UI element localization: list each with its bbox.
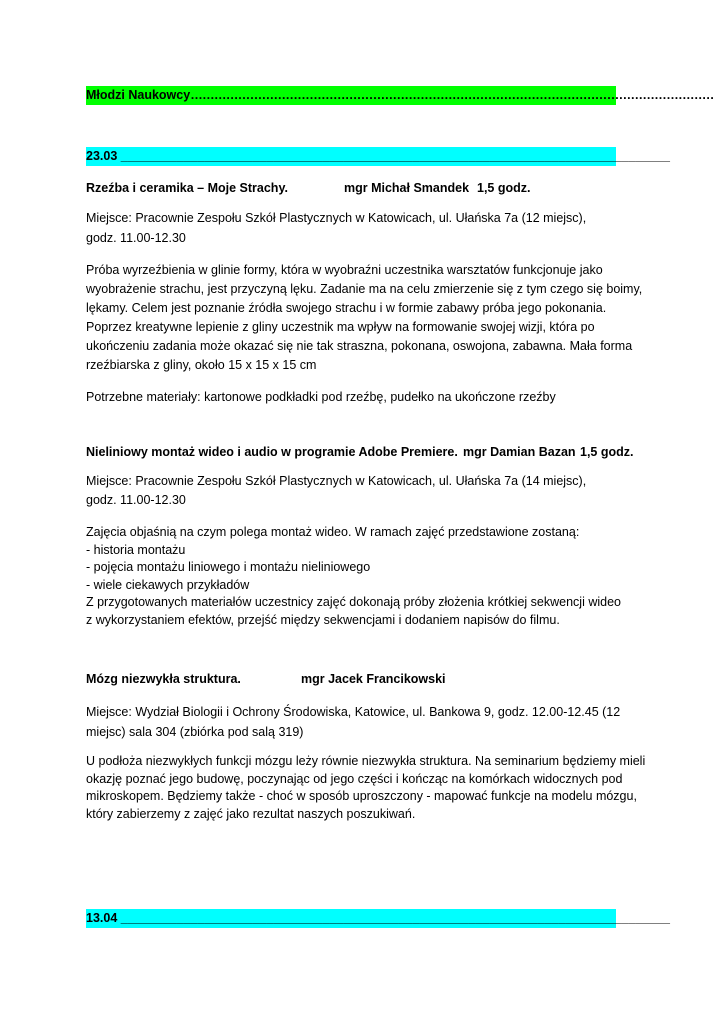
event-2-duration-row	[580, 443, 633, 462]
event-1-desc-line: rzeźbiarska z gliny, około 15 x 15 x 15 cm	[86, 358, 317, 372]
event-2-heading	[86, 443, 458, 462]
event-1-desc-line: Próba wyrzeźbienia w glinie formy, która w wyobraźni uczestnika warsztatów funkcjonuje jako	[86, 263, 603, 277]
event-1-title: Rzeźba i ceramika – Moje Strachy.	[86, 181, 288, 195]
date-heading-2	[86, 909, 670, 928]
event-1-desc-line: Poprzez kreatywne lepienie z gliny uczestnik ma wpływ na formowanie swojej wizji, która po	[86, 320, 595, 334]
event-3-desc-line: okazję poznać jego budowę, poczynając od jego części i kończąc na komórkach widocznych pod	[86, 771, 623, 786]
event-1-desc-line: lękamy. Celem jest poznanie źródła swojego strachu i w formie zabawy próba jego pokonania.	[86, 301, 607, 315]
event-2-description	[86, 524, 621, 629]
event-2-desc-line: - pojęcia montażu liniowego i montażu nieliniowego	[86, 560, 371, 574]
date-heading-1	[86, 147, 670, 166]
event-1-heading	[86, 179, 288, 198]
event-1-desc-line: wyobrażenie strachu, jest przyczyną lęku. Zadanie ma na celu zmierzenie się z tym czego się boimy,	[86, 282, 643, 296]
event-1-description	[86, 261, 646, 375]
event-1-materials: Potrzebne materiały: kartonowe podkładki pod rzeźbę, pudełko na ukończone rzeźby	[86, 390, 556, 404]
event-1-duration: 1,5 godz.	[477, 181, 531, 195]
event-3-desc-line: U podłoża niezwykłych funkcji mózgu leży równie niezwykła struktura. Na seminarium będziemy mieli	[86, 754, 646, 768]
event-2-place: Miejsce: Pracownie Zespołu Szkół Plastycznych w Katowicach, ul. Ułańska 7a (14 miejsc),	[86, 474, 587, 488]
event-3-heading	[86, 670, 241, 689]
date-rule-2: _______________________________________________________________________________	[120, 911, 670, 925]
event-3-description	[86, 753, 645, 823]
section-title-fill: ……………………………………………………………………………………………………………………	[190, 88, 714, 102]
event-2-duration: 1,5 godz.	[580, 445, 634, 459]
event-1-duration-row	[477, 179, 530, 198]
event-2-desc-line: - historia montażu	[86, 542, 186, 557]
event-1-teacher-row	[344, 179, 469, 198]
date-rule-1: _______________________________________________________________________________	[120, 149, 670, 163]
event-2-desc-line: z wykorzystaniem efektów, przejść między sekwencjami i dodaniem napisów do filmu.	[86, 612, 560, 627]
event-3-title: Mózg niezwykła struktura.	[86, 672, 241, 686]
event-2-time: godz. 11.00-12.30	[86, 493, 186, 507]
date-label-2: 13.04	[86, 911, 118, 925]
event-3-teacher: mgr Jacek Francikowski	[301, 672, 446, 686]
event-3-room: miejsc) sala 304 (zbiórka pod salą 319)	[86, 725, 304, 739]
event-2-title: Nieliniowy montaż wideo i audio w programie Adobe Premiere.	[86, 445, 458, 459]
event-2-teacher-row	[463, 443, 576, 462]
event-2-teacher: mgr Damian Bazan	[463, 445, 576, 459]
event-2-desc-line: Zajęcia objaśnią na czym polega montaż wideo. W ramach zajęć przedstawione zostaną:	[86, 525, 580, 539]
event-1-desc-line: ukończeniu zadania może okazać się nie tak straszna, pokonana, oswojona, zabawna. Mała forma	[86, 339, 633, 353]
event-3-teacher-row	[301, 670, 446, 689]
event-3-desc-line: mikroskopem. Będziemy także - choć w sposób uproszczony - mapować funkcje na modelu mózgu,	[86, 789, 637, 803]
event-2-desc-line: - wiele ciekawych przykładów	[86, 577, 250, 592]
section-title	[86, 86, 714, 105]
event-1-time: godz. 11.00-12.30	[86, 231, 186, 245]
event-1-place: Miejsce: Pracownie Zespołu Szkół Plastycznych w Katowicach, ul. Ułańska 7a (12 miejsc),	[86, 211, 587, 225]
date-label-1: 23.03	[86, 149, 118, 163]
event-1-teacher: mgr Michał Smandek	[344, 181, 470, 195]
event-2-desc-line: Z przygotowanych materiałów uczestnicy zajęć dokonają próby złożenia krótkiej sekwencji wideo	[86, 595, 621, 609]
section-title-text: Młodzi Naukowcy	[86, 88, 191, 102]
event-3-place: Miejsce: Wydział Biologii i Ochrony Środowiska, Katowice, ul. Bankowa 9, godz. 12.00-12.45 (12	[86, 705, 621, 719]
event-3-desc-line: który zabierzemy z zajęć jako rezultat naszych poszukiwań.	[86, 806, 416, 821]
